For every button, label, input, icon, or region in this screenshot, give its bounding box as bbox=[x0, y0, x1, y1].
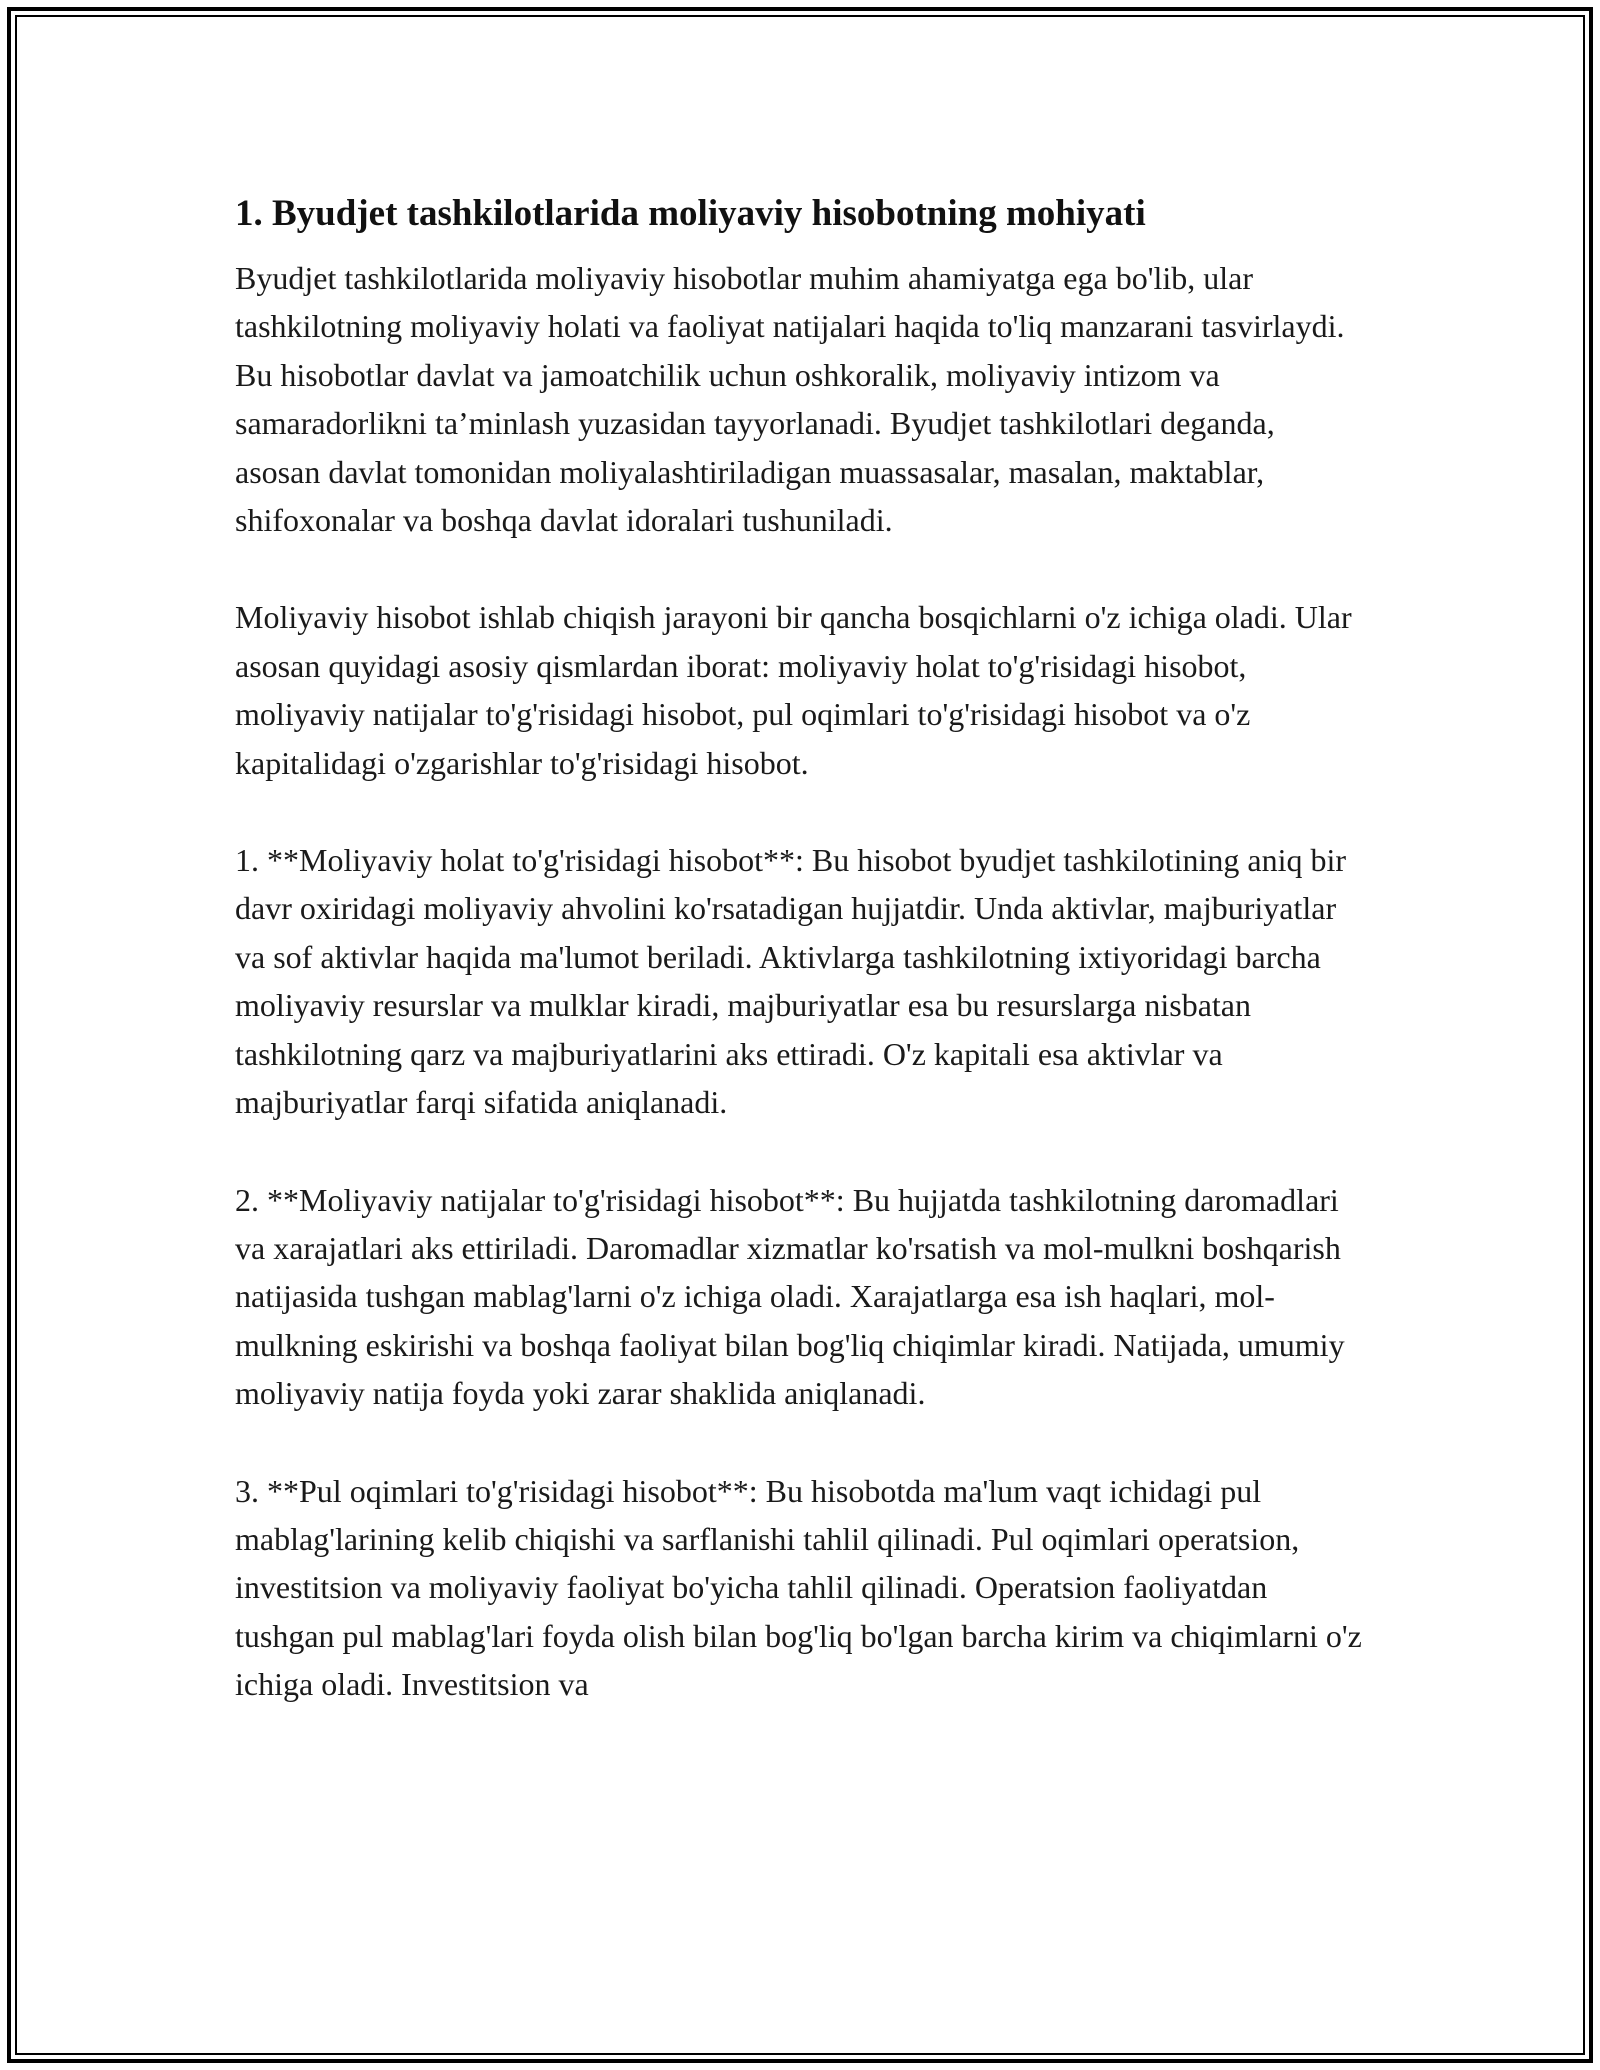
paragraph-cash-flows: 3. **Pul oqimlari to'g'risidagi hisobot**: Bu hisobotda ma'lum vaqt ichidagi pul mablag'larining kelib chiqishi va sarflanishi tahlil qilinadi. Pul oqimlari operatsion, investitsion va moliyaviy faoliyat bo'yicha tahlil qilinadi. Operatsion faoliyatdan tushgan pul mablag'lari foyda olish bilan bog'liq bo'lgan barcha kirim va chiqimlarni o'z ichiga oladi. Investitsion va bbox=[235, 1472, 1362, 1703]
paragraph-financial-results: 2. **Moliyaviy natijalar to'g'risidagi hisobot**: Bu hujjatda tashkilotning daromadlari va xarajatlari aks ettiriladi. Daromadlar xizmatlar ko'rsatish va mol-mulkni boshqarish natijasida tushgan mablag'larni o'z ichiga oladi. Xarajatlarga esa ish haqlari, mol-mulkning eskirishi va boshqa faoliyat bilan bog'liq chiqimlar kiradi. Natijada, umumiy moliyaviy natija foyda yoki zarar shaklida aniqlanadi. bbox=[235, 1181, 1345, 1412]
section-heading: 1. Byudjet tashkilotlarida moliyaviy hisobotning mohiyati bbox=[235, 193, 1146, 234]
paragraph-intro: Byudjet tashkilotlarida moliyaviy hisobotlar muhim ahamiyatga ega bo'lib, ular tashkilotning moliyaviy holati va faoliyat natijalari haqida to'liq manzarani tasvirlaydi. Bu hisobotlar davlat va jamoatchilik uchun oshkoralik, moliyaviy intizom va samaradorlikni ta’minlash yuzasidan tayyorlanadi. Byudjet tashkilotlari deganda, asosan davlat tomonidan moliyalashtiriladigan muassasalar, masalan, maktablar, shifoxonalar va boshqa davlat idoralari tushuniladi. bbox=[235, 260, 1345, 539]
paragraph-report-stages: Moliyaviy hisobot ishlab chiqish jarayoni bir qancha bosqichlarni o'z ichiga oladi. Ular asosan quyidagi asosiy qismlardan iborat: moliyaviy holat to'g'risidagi hisobot, moliyaviy natijalar to'g'risidagi hisobot, pul oqimlari to'g'risidagi hisobot va o'z kapitalidagi o'zgarishlar to'g'risidagi hisobot. bbox=[235, 599, 1352, 781]
page-content bbox=[235, 186, 1365, 1758]
paragraph-financial-position: 1. **Moliyaviy holat to'g'risidagi hisobot**: Bu hisobot byudjet tashkilotining aniq bir davr oxiridagi moliyaviy ahvolini ko'rsatadigan hujjatdir. Unda aktivlar, majburiyatlar va sof aktivlar haqida ma'lumot beriladi. Aktivlarga tashkilotning ixtiyoridagi barcha moliyaviy resurslar va mulklar kiradi, majburiyatlar esa bu resurslarga nisbatan tashkilotning qarz va majburiyatlarini aks ettiradi. O'z kapitali esa aktivlar va majburiyatlar farqi sifatida aniqlanadi. bbox=[235, 842, 1347, 1121]
